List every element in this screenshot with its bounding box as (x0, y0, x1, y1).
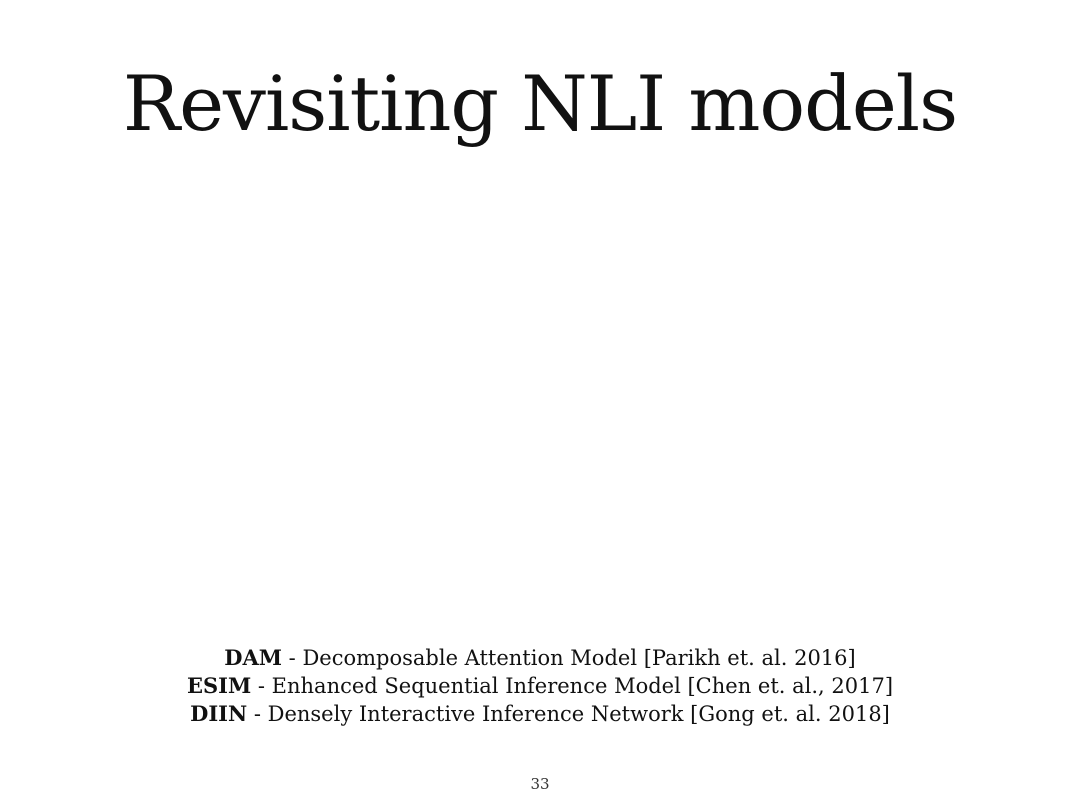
reference-item-diin (0, 700, 1080, 728)
page-number: 33 (530, 775, 550, 793)
reference-abbr: DIIN (190, 701, 248, 726)
reference-list (0, 644, 1080, 728)
reference-item-dam (0, 644, 1080, 672)
reference-description: - Decomposable Attention Model [Parikh et. al. 2016] (282, 646, 856, 670)
reference-abbr: ESIM (186, 673, 252, 698)
reference-abbr: DAM (224, 645, 282, 670)
reference-description: - Densely Interactive Inference Network [Gong et. al. 2018] (247, 702, 890, 726)
reference-item-esim (0, 672, 1080, 700)
slide-title: Revisiting NLI models (122, 59, 958, 148)
reference-description: - Enhanced Sequential Inference Model [Chen et. al., 2017] (251, 674, 894, 698)
